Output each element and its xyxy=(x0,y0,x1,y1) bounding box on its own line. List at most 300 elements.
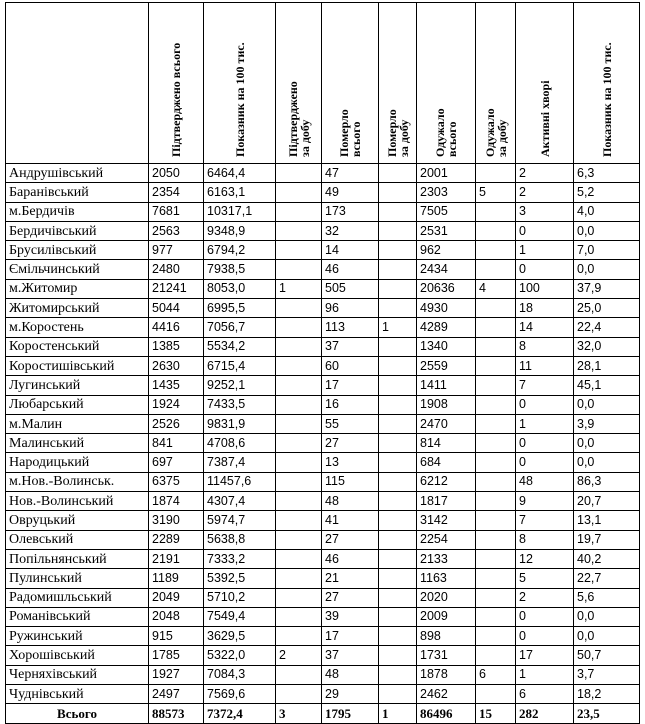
cell-active: 11 xyxy=(516,356,574,375)
cell-active: 2 xyxy=(516,183,574,202)
table-row xyxy=(6,627,640,646)
cell-confirmed-total: 7681 xyxy=(149,202,204,221)
cell-active-rate-per-100k: 22,7 xyxy=(574,569,640,588)
cell-deaths-daily xyxy=(379,627,417,646)
cell-active: 282 xyxy=(516,704,574,723)
cell-active-rate-per-100k: 28,1 xyxy=(574,356,640,375)
cell-recovered-daily xyxy=(476,241,516,260)
cell-active-rate-per-100k: 37,9 xyxy=(574,279,640,298)
cell-rate-per-100k: 7938,5 xyxy=(204,260,276,279)
cell-rate-per-100k: 9831,9 xyxy=(204,414,276,433)
table-row xyxy=(6,221,640,240)
table-row xyxy=(6,356,640,375)
cell-confirmed-daily xyxy=(276,202,322,221)
cell-active-rate-per-100k: 0,0 xyxy=(574,607,640,626)
cell-active-rate-per-100k: 50,7 xyxy=(574,646,640,665)
cell-recovered-total: 7505 xyxy=(417,202,476,221)
cell-region: Андрушівський xyxy=(6,164,149,183)
cell-confirmed-daily xyxy=(276,665,322,684)
cell-confirmed-total: 841 xyxy=(149,434,204,453)
cell-region: Ємільчинський xyxy=(6,260,149,279)
cell-recovered-daily xyxy=(476,530,516,549)
cell-deaths-daily xyxy=(379,549,417,568)
cell-deaths-daily xyxy=(379,588,417,607)
cell-rate-per-100k: 3629,5 xyxy=(204,627,276,646)
cell-region: Ружинський xyxy=(6,627,149,646)
cell-confirmed-daily xyxy=(276,318,322,337)
cell-deaths-total: 27 xyxy=(322,434,379,453)
cell-active-rate-per-100k: 40,2 xyxy=(574,549,640,568)
cell-deaths-daily xyxy=(379,492,417,511)
cell-rate-per-100k: 7387,4 xyxy=(204,453,276,472)
cell-active-rate-per-100k: 86,3 xyxy=(574,472,640,491)
table-row xyxy=(6,511,640,530)
cell-recovered-daily xyxy=(476,492,516,511)
cell-recovered-total: 20636 xyxy=(417,279,476,298)
cell-deaths-daily xyxy=(379,511,417,530)
cell-active: 0 xyxy=(516,627,574,646)
cell-recovered-daily xyxy=(476,164,516,183)
cell-confirmed-total: 1189 xyxy=(149,569,204,588)
cell-deaths-total: 17 xyxy=(322,376,379,395)
cell-recovered-total: 2303 xyxy=(417,183,476,202)
cell-deaths-daily xyxy=(379,279,417,298)
header-cell-deaths-total: Померло всього xyxy=(322,3,379,164)
cell-recovered-daily xyxy=(476,376,516,395)
cell-confirmed-total: 3190 xyxy=(149,511,204,530)
cell-confirmed-daily xyxy=(276,221,322,240)
cell-confirmed-total: 1435 xyxy=(149,376,204,395)
table-row xyxy=(6,164,640,183)
cell-rate-per-100k: 11457,6 xyxy=(204,472,276,491)
cell-deaths-total: 47 xyxy=(322,164,379,183)
header-cell-region xyxy=(6,3,149,164)
cell-active: 0 xyxy=(516,607,574,626)
cell-rate-per-100k: 7433,5 xyxy=(204,395,276,414)
cell-recovered-total: 86496 xyxy=(417,704,476,723)
cell-confirmed-total: 2354 xyxy=(149,183,204,202)
cell-deaths-total: 41 xyxy=(322,511,379,530)
table-row xyxy=(6,241,640,260)
cell-deaths-daily xyxy=(379,241,417,260)
cell-active: 9 xyxy=(516,492,574,511)
cell-recovered-total: 2559 xyxy=(417,356,476,375)
cell-confirmed-daily xyxy=(276,260,322,279)
cell-rate-per-100k: 10317,1 xyxy=(204,202,276,221)
cell-rate-per-100k: 5710,2 xyxy=(204,588,276,607)
cell-deaths-total: 29 xyxy=(322,685,379,704)
cell-deaths-total: 60 xyxy=(322,356,379,375)
cell-active: 48 xyxy=(516,472,574,491)
cell-recovered-daily: 4 xyxy=(476,279,516,298)
cell-active-rate-per-100k: 18,2 xyxy=(574,685,640,704)
cell-recovered-total: 4289 xyxy=(417,318,476,337)
cell-region: м.Нов.-Волинськ. xyxy=(6,472,149,491)
cell-deaths-daily xyxy=(379,685,417,704)
table-row xyxy=(6,414,640,433)
cell-deaths-total: 505 xyxy=(322,279,379,298)
table-row xyxy=(6,279,640,298)
cell-confirmed-daily xyxy=(276,241,322,260)
cell-recovered-total: 1908 xyxy=(417,395,476,414)
cell-rate-per-100k: 4708,6 xyxy=(204,434,276,453)
cell-recovered-total: 898 xyxy=(417,627,476,646)
cell-confirmed-total: 697 xyxy=(149,453,204,472)
cell-active: 8 xyxy=(516,530,574,549)
cell-recovered-total: 684 xyxy=(417,453,476,472)
cell-deaths-daily xyxy=(379,376,417,395)
cell-deaths-daily: 1 xyxy=(379,318,417,337)
cell-deaths-total: 49 xyxy=(322,183,379,202)
cell-confirmed-daily xyxy=(276,511,322,530)
cell-deaths-daily xyxy=(379,665,417,684)
cell-deaths-daily xyxy=(379,530,417,549)
cell-recovered-daily xyxy=(476,511,516,530)
cell-active-rate-per-100k: 22,4 xyxy=(574,318,640,337)
cell-active: 0 xyxy=(516,260,574,279)
cell-rate-per-100k: 6163,1 xyxy=(204,183,276,202)
cell-active-rate-per-100k: 0,0 xyxy=(574,434,640,453)
cell-confirmed-daily xyxy=(276,549,322,568)
cell-deaths-daily xyxy=(379,164,417,183)
cell-deaths-total: 173 xyxy=(322,202,379,221)
cell-recovered-total: 2009 xyxy=(417,607,476,626)
cell-region: Всього xyxy=(6,704,149,723)
cell-deaths-total: 37 xyxy=(322,337,379,356)
cell-recovered-daily: 6 xyxy=(476,665,516,684)
cell-recovered-daily: 15 xyxy=(476,704,516,723)
cell-rate-per-100k: 5638,8 xyxy=(204,530,276,549)
cell-region: Брусилівський xyxy=(6,241,149,260)
cell-recovered-daily xyxy=(476,434,516,453)
cell-region: Лугинський xyxy=(6,376,149,395)
cell-recovered-daily xyxy=(476,356,516,375)
cell-active: 1 xyxy=(516,665,574,684)
cell-region: Романівський xyxy=(6,607,149,626)
cell-region: Народицький xyxy=(6,453,149,472)
header-cell-recovered-total: Одужало всього xyxy=(417,3,476,164)
header-cell-confirmed-total: Підтверджено всього xyxy=(149,3,204,164)
cell-deaths-total: 27 xyxy=(322,530,379,549)
cell-recovered-total: 1163 xyxy=(417,569,476,588)
cell-confirmed-total: 2050 xyxy=(149,164,204,183)
cell-confirmed-total: 1874 xyxy=(149,492,204,511)
cell-recovered-daily xyxy=(476,569,516,588)
cell-confirmed-total: 1385 xyxy=(149,337,204,356)
cell-rate-per-100k: 7569,6 xyxy=(204,685,276,704)
cell-recovered-total: 2531 xyxy=(417,221,476,240)
cell-recovered-total: 814 xyxy=(417,434,476,453)
cell-deaths-total: 21 xyxy=(322,569,379,588)
cell-active: 18 xyxy=(516,299,574,318)
cell-region: Любарський xyxy=(6,395,149,414)
covid-stats-table xyxy=(5,2,640,724)
header-cell-rate-per-100k: Показник на 100 тис. xyxy=(204,3,276,164)
cell-rate-per-100k: 5392,5 xyxy=(204,569,276,588)
cell-deaths-total: 1795 xyxy=(322,704,379,723)
cell-confirmed-total: 1927 xyxy=(149,665,204,684)
cell-confirmed-daily xyxy=(276,569,322,588)
cell-recovered-daily xyxy=(476,472,516,491)
table-row xyxy=(6,337,640,356)
cell-region: м.Бердичів xyxy=(6,202,149,221)
header-cell-active: Активні хворі xyxy=(516,3,574,164)
cell-rate-per-100k: 6995,5 xyxy=(204,299,276,318)
cell-confirmed-daily xyxy=(276,299,322,318)
cell-confirmed-daily xyxy=(276,627,322,646)
cell-confirmed-daily xyxy=(276,376,322,395)
cell-active-rate-per-100k: 6,3 xyxy=(574,164,640,183)
cell-active-rate-per-100k: 19,7 xyxy=(574,530,640,549)
cell-region: Нов.-Волинський xyxy=(6,492,149,511)
total-row xyxy=(6,704,640,723)
table-row xyxy=(6,453,640,472)
cell-region: м.Коростень xyxy=(6,318,149,337)
cell-deaths-total: 113 xyxy=(322,318,379,337)
cell-recovered-daily xyxy=(476,549,516,568)
cell-deaths-total: 48 xyxy=(322,665,379,684)
cell-recovered-daily: 5 xyxy=(476,183,516,202)
header-row xyxy=(6,3,640,164)
table-row xyxy=(6,530,640,549)
cell-confirmed-total: 4416 xyxy=(149,318,204,337)
cell-confirmed-daily xyxy=(276,607,322,626)
cell-deaths-daily: 1 xyxy=(379,704,417,723)
cell-deaths-daily xyxy=(379,472,417,491)
cell-recovered-total: 6212 xyxy=(417,472,476,491)
table-row xyxy=(6,569,640,588)
cell-active-rate-per-100k: 5,2 xyxy=(574,183,640,202)
table-row xyxy=(6,183,640,202)
cell-deaths-daily xyxy=(379,260,417,279)
cell-recovered-daily xyxy=(476,202,516,221)
cell-recovered-daily xyxy=(476,588,516,607)
cell-rate-per-100k: 7333,2 xyxy=(204,549,276,568)
cell-active-rate-per-100k: 45,1 xyxy=(574,376,640,395)
cell-confirmed-total: 21241 xyxy=(149,279,204,298)
cell-deaths-daily xyxy=(379,607,417,626)
cell-recovered-daily xyxy=(476,453,516,472)
table-row xyxy=(6,492,640,511)
cell-recovered-total: 1340 xyxy=(417,337,476,356)
cell-recovered-total: 2434 xyxy=(417,260,476,279)
table-row xyxy=(6,549,640,568)
cell-confirmed-daily xyxy=(276,434,322,453)
cell-region: Баранівський xyxy=(6,183,149,202)
cell-recovered-total: 3142 xyxy=(417,511,476,530)
cell-deaths-total: 27 xyxy=(322,588,379,607)
header-cell-active-rate-per-100k: Показник на 100 тис. xyxy=(574,3,640,164)
cell-deaths-daily xyxy=(379,202,417,221)
table-row xyxy=(6,685,640,704)
cell-confirmed-total: 2191 xyxy=(149,549,204,568)
cell-recovered-total: 2254 xyxy=(417,530,476,549)
cell-active: 2 xyxy=(516,588,574,607)
cell-recovered-daily xyxy=(476,299,516,318)
cell-recovered-total: 2462 xyxy=(417,685,476,704)
cell-region: Коростишівський xyxy=(6,356,149,375)
cell-deaths-daily xyxy=(379,414,417,433)
cell-recovered-total: 2133 xyxy=(417,549,476,568)
table-row xyxy=(6,607,640,626)
cell-rate-per-100k: 4307,4 xyxy=(204,492,276,511)
cell-deaths-daily xyxy=(379,646,417,665)
cell-recovered-daily xyxy=(476,414,516,433)
cell-confirmed-total: 2048 xyxy=(149,607,204,626)
cell-active-rate-per-100k: 20,7 xyxy=(574,492,640,511)
cell-confirmed-total: 6375 xyxy=(149,472,204,491)
cell-deaths-total: 115 xyxy=(322,472,379,491)
cell-recovered-total: 4930 xyxy=(417,299,476,318)
cell-deaths-daily xyxy=(379,337,417,356)
cell-recovered-total: 1731 xyxy=(417,646,476,665)
cell-confirmed-daily xyxy=(276,472,322,491)
header-cell-recovered-daily: Одужало за добу xyxy=(476,3,516,164)
cell-deaths-daily xyxy=(379,453,417,472)
cell-active-rate-per-100k: 32,0 xyxy=(574,337,640,356)
cell-recovered-total: 2470 xyxy=(417,414,476,433)
cell-rate-per-100k: 7084,3 xyxy=(204,665,276,684)
table-row xyxy=(6,472,640,491)
cell-deaths-total: 17 xyxy=(322,627,379,646)
cell-region: Коростенський xyxy=(6,337,149,356)
cell-confirmed-total: 2049 xyxy=(149,588,204,607)
cell-rate-per-100k: 8053,0 xyxy=(204,279,276,298)
cell-confirmed-total: 1785 xyxy=(149,646,204,665)
cell-active: 0 xyxy=(516,434,574,453)
cell-deaths-total: 55 xyxy=(322,414,379,433)
table-row xyxy=(6,202,640,221)
cell-recovered-daily xyxy=(476,395,516,414)
cell-recovered-total: 1411 xyxy=(417,376,476,395)
table-body xyxy=(6,164,640,724)
cell-region: Бердичівський xyxy=(6,221,149,240)
cell-confirmed-total: 915 xyxy=(149,627,204,646)
table-row xyxy=(6,588,640,607)
cell-active-rate-per-100k: 0,0 xyxy=(574,453,640,472)
cell-active-rate-per-100k: 0,0 xyxy=(574,627,640,646)
cell-active-rate-per-100k: 23,5 xyxy=(574,704,640,723)
cell-recovered-total: 1817 xyxy=(417,492,476,511)
cell-deaths-daily xyxy=(379,395,417,414)
cell-recovered-daily xyxy=(476,221,516,240)
cell-deaths-total: 16 xyxy=(322,395,379,414)
table-row xyxy=(6,395,640,414)
cell-rate-per-100k: 5322,0 xyxy=(204,646,276,665)
cell-region: Попільнянський xyxy=(6,549,149,568)
cell-active: 7 xyxy=(516,511,574,530)
cell-active: 3 xyxy=(516,202,574,221)
table-row xyxy=(6,434,640,453)
cell-deaths-total: 39 xyxy=(322,607,379,626)
cell-active: 1 xyxy=(516,414,574,433)
cell-deaths-daily xyxy=(379,299,417,318)
cell-confirmed-total: 5044 xyxy=(149,299,204,318)
cell-recovered-daily xyxy=(476,260,516,279)
cell-recovered-total: 2020 xyxy=(417,588,476,607)
cell-region: м.Житомир xyxy=(6,279,149,298)
cell-region: Черняхівський xyxy=(6,665,149,684)
cell-region: Олевський xyxy=(6,530,149,549)
cell-rate-per-100k: 9348,9 xyxy=(204,221,276,240)
cell-confirmed-daily xyxy=(276,337,322,356)
cell-deaths-total: 46 xyxy=(322,260,379,279)
table-row xyxy=(6,646,640,665)
cell-deaths-daily xyxy=(379,434,417,453)
table-row xyxy=(6,260,640,279)
cell-active: 5 xyxy=(516,569,574,588)
cell-active: 0 xyxy=(516,453,574,472)
cell-deaths-total: 14 xyxy=(322,241,379,260)
cell-active-rate-per-100k: 25,0 xyxy=(574,299,640,318)
cell-recovered-total: 2001 xyxy=(417,164,476,183)
cell-active-rate-per-100k: 0,0 xyxy=(574,260,640,279)
cell-recovered-daily xyxy=(476,627,516,646)
table-row xyxy=(6,318,640,337)
cell-confirmed-total: 1924 xyxy=(149,395,204,414)
cell-confirmed-total: 88573 xyxy=(149,704,204,723)
cell-active: 2 xyxy=(516,164,574,183)
cell-confirmed-daily xyxy=(276,453,322,472)
table-row xyxy=(6,376,640,395)
cell-region: Пулинський xyxy=(6,569,149,588)
cell-deaths-daily xyxy=(379,569,417,588)
cell-recovered-daily xyxy=(476,685,516,704)
cell-rate-per-100k: 6715,4 xyxy=(204,356,276,375)
cell-recovered-daily xyxy=(476,318,516,337)
cell-confirmed-daily xyxy=(276,414,322,433)
cell-rate-per-100k: 6794,2 xyxy=(204,241,276,260)
cell-recovered-daily xyxy=(476,646,516,665)
table-row xyxy=(6,665,640,684)
cell-rate-per-100k: 6464,4 xyxy=(204,164,276,183)
cell-recovered-total: 962 xyxy=(417,241,476,260)
cell-rate-per-100k: 9252,1 xyxy=(204,376,276,395)
cell-confirmed-daily xyxy=(276,395,322,414)
cell-confirmed-daily xyxy=(276,492,322,511)
cell-active: 14 xyxy=(516,318,574,337)
cell-confirmed-total: 2563 xyxy=(149,221,204,240)
cell-active: 0 xyxy=(516,221,574,240)
cell-rate-per-100k: 7549,4 xyxy=(204,607,276,626)
cell-recovered-total: 1878 xyxy=(417,665,476,684)
cell-rate-per-100k: 7056,7 xyxy=(204,318,276,337)
cell-confirmed-total: 2497 xyxy=(149,685,204,704)
cell-confirmed-total: 2480 xyxy=(149,260,204,279)
cell-deaths-total: 13 xyxy=(322,453,379,472)
cell-deaths-total: 32 xyxy=(322,221,379,240)
cell-confirmed-daily xyxy=(276,164,322,183)
table-row xyxy=(6,299,640,318)
cell-active: 8 xyxy=(516,337,574,356)
cell-region: Житомирський xyxy=(6,299,149,318)
cell-recovered-daily xyxy=(476,337,516,356)
cell-region: м.Малин xyxy=(6,414,149,433)
cell-deaths-total: 96 xyxy=(322,299,379,318)
cell-confirmed-daily xyxy=(276,183,322,202)
cell-confirmed-daily: 1 xyxy=(276,279,322,298)
cell-active-rate-per-100k: 7,0 xyxy=(574,241,640,260)
cell-active: 100 xyxy=(516,279,574,298)
cell-confirmed-daily xyxy=(276,530,322,549)
cell-confirmed-total: 2630 xyxy=(149,356,204,375)
cell-rate-per-100k: 5974,7 xyxy=(204,511,276,530)
cell-confirmed-daily xyxy=(276,356,322,375)
cell-active: 0 xyxy=(516,395,574,414)
header-cell-confirmed-daily: Підтверджено за добу xyxy=(276,3,322,164)
cell-active-rate-per-100k: 13,1 xyxy=(574,511,640,530)
cell-active-rate-per-100k: 5,6 xyxy=(574,588,640,607)
